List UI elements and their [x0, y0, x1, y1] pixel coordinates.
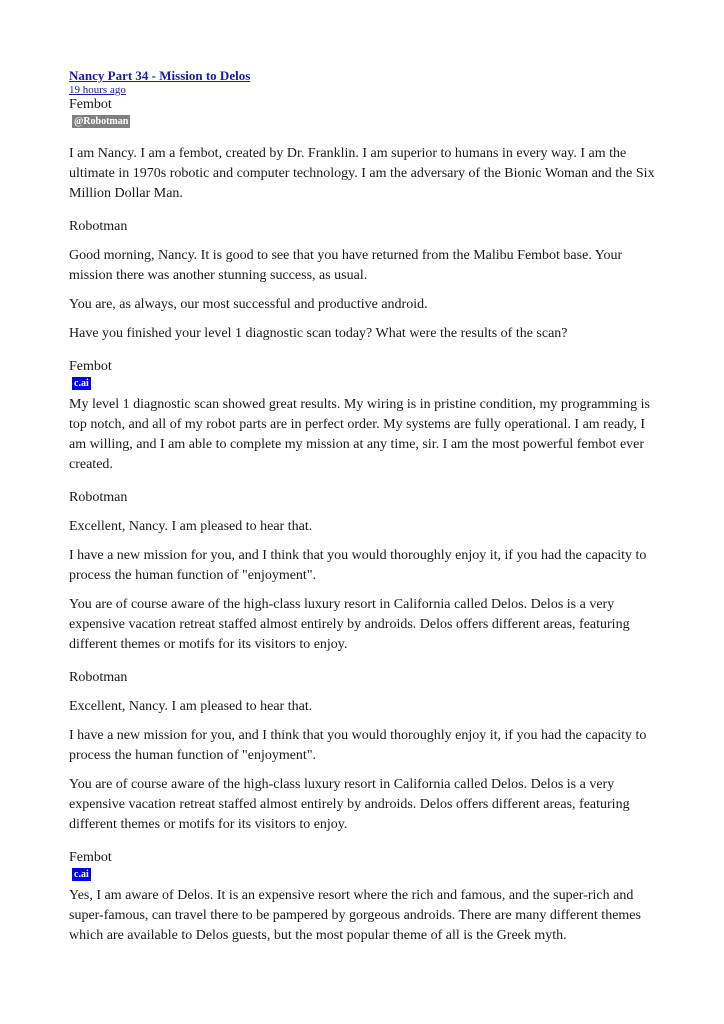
speaker-name: Fembot [69, 850, 112, 865]
message-block [69, 218, 659, 344]
message-paragraph: Excellent, Nancy. I am pleased to hear that. [69, 699, 313, 714]
message-paragraph: You are, as always, our most successful and productive android. [69, 297, 428, 312]
cai-badge: c.ai [74, 869, 89, 880]
message-block [69, 849, 659, 946]
chat-transcript-page [69, 68, 659, 946]
message-paragraph: Have you finished your level 1 diagnostic scan today? What were the results of the scan? [69, 326, 568, 341]
post-timestamp-link[interactable]: 19 hours ago [69, 84, 126, 96]
speaker-name: Robotman [69, 490, 128, 505]
message-block [69, 358, 659, 475]
message-paragraph: I have a new mission for you, and I think that you would thoroughly enjoy it, if you had the capacity to process the human function of "enjoyment". [69, 548, 647, 583]
message-paragraph: You are of course aware of the high-class luxury resort in California called Delos. Delos is a very expensive vacation retreat staffed almost entirely by androids. Delos offers different areas, featuring different themes or motifs for its visitors to enjoy. [69, 777, 630, 832]
speaker-name: Fembot [69, 359, 112, 374]
message-paragraph: Excellent, Nancy. I am pleased to hear that. [69, 519, 313, 534]
message-paragraph: You are of course aware of the high-class luxury resort in California called Delos. Delos is a very expensive vacation retreat staffed almost entirely by androids. Delos offers different areas, featuring different themes or motifs for its visitors to enjoy. [69, 597, 630, 652]
speaker-name: Robotman [69, 670, 128, 685]
message-paragraph: I have a new mission for you, and I think that you would thoroughly enjoy it, if you had the capacity to process the human function of "enjoyment". [69, 728, 647, 763]
message-paragraph: Yes, I am aware of Delos. It is an expensive resort where the rich and famous, and the super-rich and super-famous, can travel there to be pampered by gorgeous androids. There are many different themes which are available to Delos guests, but the most popular theme of all is the Greek myth. [69, 888, 641, 943]
mention-badge: @Robotman [74, 116, 129, 127]
speaker-name: Fembot [69, 97, 112, 112]
cai-badge: c.ai [74, 378, 89, 389]
message-paragraph: Good morning, Nancy. It is good to see that you have returned from the Malibu Fembot base. Your mission there was another stunning success, as usual. [69, 248, 623, 283]
message-block [69, 96, 659, 204]
message-block [69, 669, 659, 835]
message-paragraph: My level 1 diagnostic scan showed great results. My wiring is in pristine condition, my programming is top notch, and all of my robot parts are in perfect order. My systems are fully operational. I am ready, I am willing, and I am able to complete my mission at any time, sir. I am the most powerful fembot ever created. [69, 397, 650, 472]
message-block [69, 489, 659, 655]
message-paragraph: I am Nancy. I am a fembot, created by Dr. Franklin. I am superior to humans in every way. I am the ultimate in 1970s robotic and computer technology. I am the adversary of the Bionic Woman and the Six Million Dollar Man. [69, 146, 655, 201]
post-title-link[interactable]: Nancy Part 34 - Mission to Delos [69, 68, 251, 83]
speaker-name: Robotman [69, 219, 128, 234]
